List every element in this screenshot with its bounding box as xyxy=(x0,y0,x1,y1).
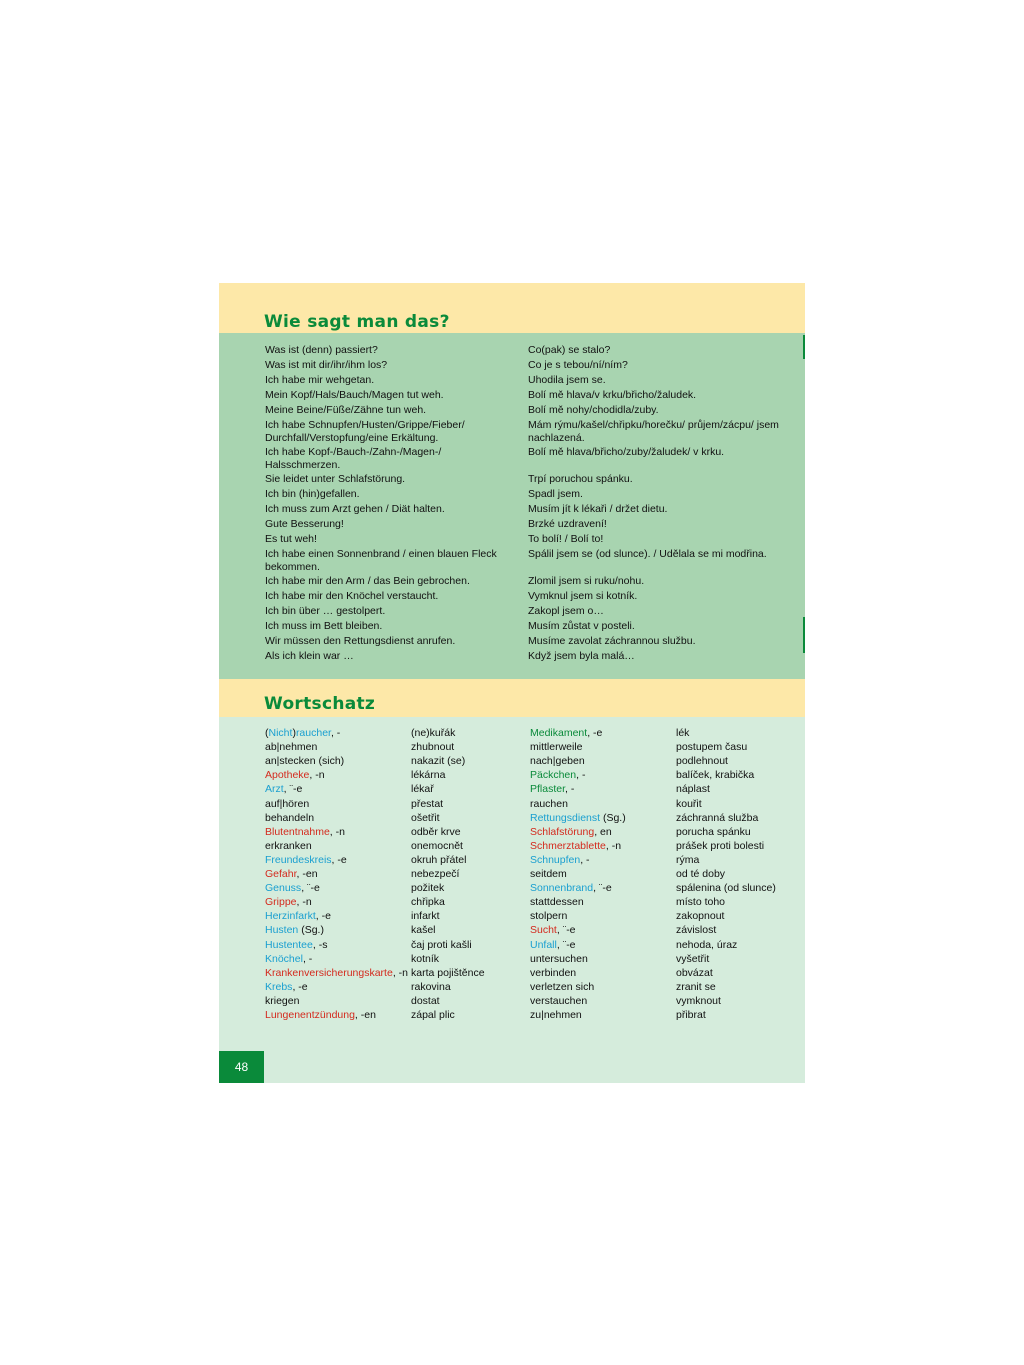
vocab-translation: ošetřit xyxy=(411,811,440,824)
vocab-affix: ( xyxy=(265,727,269,739)
vocab-word xyxy=(530,797,568,811)
vocab-word xyxy=(530,966,576,980)
phrase-czech: Bolí mě nohy/chodidla/zuby. xyxy=(528,404,659,416)
vocab-plural: , -en xyxy=(296,868,318,880)
phrase-czech: Brzké uzdravení! xyxy=(528,518,607,530)
phrase-czech: Uhodila jsem se. xyxy=(528,374,606,386)
vocab-term: Schnupfen xyxy=(530,853,581,866)
vocab-plural: , ¨-e xyxy=(301,882,320,895)
vocab-translation: od té doby xyxy=(676,868,726,880)
vocab-term: erkranken xyxy=(265,839,312,852)
vocab-term: Krebs xyxy=(265,980,293,993)
phrase-czech: Bolí mě hlava/v krku/břicho/žaludek. xyxy=(528,389,697,401)
vocab-plural: , ¨-e xyxy=(556,938,576,951)
vocab-word xyxy=(265,825,345,839)
vocab-term: auf|hören xyxy=(265,797,310,810)
vocab-word xyxy=(265,811,314,825)
phrases-panel xyxy=(219,333,805,679)
phrase-german: Als ich klein war … xyxy=(265,650,354,662)
vocab-translation: spálenina (od slunce) xyxy=(676,882,776,895)
vocab-affix: ) xyxy=(292,727,296,739)
vocab-word xyxy=(265,726,340,740)
vocab-word xyxy=(530,867,567,881)
vocab-word xyxy=(265,797,309,811)
vocab-term: stolpern xyxy=(530,910,568,923)
vocab-term: Lungenentzündung xyxy=(265,1009,355,1021)
vocab-plural: (Sg.) xyxy=(298,924,324,937)
vocab-term: Freundeskreis xyxy=(265,853,332,866)
vocab-plural: , -n xyxy=(296,896,312,909)
vocab-plural: , -n xyxy=(605,839,622,852)
vocab-term: rauchen xyxy=(530,797,568,810)
vocab-plural: , - xyxy=(580,853,590,866)
vocab-word xyxy=(265,853,347,867)
section-title-phrases: Wie sagt man das? xyxy=(264,312,450,332)
phrase-german: Was ist mit dir/ihr/ihm los? xyxy=(265,359,388,371)
vocab-translation: kotník xyxy=(411,952,440,965)
vocab-word xyxy=(265,909,331,923)
vocab-plural: , ¨-e xyxy=(593,882,612,895)
vocab-word xyxy=(530,853,590,867)
vocab-translation: náplast xyxy=(676,783,710,796)
vocab-term: Medikament xyxy=(530,727,588,739)
vocabulary-panel xyxy=(219,717,805,1083)
vocab-plural: , -e xyxy=(292,980,308,993)
vocab-translation: balíček, krabička xyxy=(676,769,755,782)
vocab-word xyxy=(530,881,612,895)
vocab-plural: , -n xyxy=(329,825,345,838)
vocab-term: Grippe xyxy=(265,896,297,909)
vocab-term: zu|nehmen xyxy=(530,1009,582,1021)
vocab-word xyxy=(265,881,320,895)
phrase-german: Ich habe einen Sonnenbrand / einen blauen Fleck bekommen. xyxy=(265,548,497,573)
vocab-term: ab|nehmen xyxy=(265,741,318,754)
vocab-translation: podlehnout xyxy=(676,755,728,768)
vocab-plural: (Sg.) xyxy=(600,811,626,824)
phrase-czech: Mám rýmu/kašel/chřipku/horečku/ průjem/zácpu/ jsem nachlazená. xyxy=(528,419,779,444)
vocab-term: Blutentnahme xyxy=(265,825,330,838)
vocab-word xyxy=(265,952,312,966)
vocab-translation: záchranná služba xyxy=(676,811,759,824)
phrase-czech: Musím jít k lékaři / držet dietu. xyxy=(528,503,668,515)
section-title-vocabulary: Wortschatz xyxy=(264,694,376,714)
vocab-translation: (ne)kuřák xyxy=(411,727,456,739)
vocab-plural: , -s xyxy=(312,938,328,951)
phrase-czech: Musím zůstat v posteli. xyxy=(528,620,635,632)
vocab-term: Krankenversicherungskarte xyxy=(265,966,393,979)
vocab-term: Hustentee xyxy=(265,938,313,951)
vocab-term: Apotheke xyxy=(265,769,310,782)
vocab-noun: raucher xyxy=(295,727,331,739)
vocab-word xyxy=(530,952,588,966)
vocab-word xyxy=(530,726,602,740)
vocab-word xyxy=(530,1008,582,1022)
vocab-translation: okruh přátel xyxy=(411,853,467,866)
phrase-german: Sie leidet unter Schlafstörung. xyxy=(265,473,406,485)
vocab-word xyxy=(265,782,302,796)
vocab-word xyxy=(530,839,621,853)
vocab-translation: rýma xyxy=(676,853,700,866)
vocab-word xyxy=(265,839,312,853)
phrase-czech: Spálil jsem se (od slunce). / Udělala se mi modřina. xyxy=(528,548,767,560)
vocab-affix: , - xyxy=(330,727,341,739)
vocab-term: verbinden xyxy=(530,966,577,979)
vocab-translation: kouřit xyxy=(676,797,702,810)
vocab-term: Herzinfarkt xyxy=(265,910,316,923)
vocab-word xyxy=(530,895,584,909)
vocab-word xyxy=(530,811,626,825)
page-number: 48 xyxy=(219,1051,264,1083)
vocab-word xyxy=(265,895,312,909)
vocab-translation: odběr krve xyxy=(411,825,461,838)
vocab-term: Gefahr xyxy=(265,868,297,880)
vocab-translation: zhubnout xyxy=(411,741,455,754)
vocab-translation: lékárna xyxy=(411,769,446,782)
vocab-term: mittlerweile xyxy=(530,741,583,754)
vocab-term: seitdem xyxy=(530,868,567,880)
vocab-term: Sucht xyxy=(530,924,557,937)
phrase-german: Ich habe Schnupfen/Husten/Grippe/Fieber/ Durchfall/Verstopfung/eine Erkältung. xyxy=(265,419,465,444)
vocab-plural: , ¨-e xyxy=(283,783,303,796)
section-header-vocabulary xyxy=(219,679,805,717)
vocab-term: Genuss xyxy=(265,882,302,895)
vocab-term: stattdessen xyxy=(530,896,584,909)
vocab-translation: zranit se xyxy=(676,980,716,993)
vocab-translation: zakopnout xyxy=(676,910,725,923)
vocab-translation: obvázat xyxy=(676,966,713,979)
vocab-translation: přestat xyxy=(411,797,444,810)
section-header-phrases xyxy=(219,283,805,333)
phrase-german: Es tut weh! xyxy=(265,533,317,545)
vocab-word xyxy=(265,754,344,768)
phrase-czech: Co(pak) se stalo? xyxy=(528,344,611,356)
vocab-word xyxy=(265,867,318,881)
vocab-term: Arzt xyxy=(265,783,284,796)
vocab-translation: lékař xyxy=(411,783,434,796)
vocab-term: Sonnenbrand xyxy=(530,882,594,895)
phrase-czech: Zakopl jsem o… xyxy=(528,605,604,617)
vocab-term: kriegen xyxy=(265,994,300,1007)
phrase-czech: Když jsem byla malá… xyxy=(528,650,635,662)
vocab-plural: , en xyxy=(594,825,612,838)
vocab-translation: čaj proti kašli xyxy=(411,938,472,951)
vocab-translation: lék xyxy=(676,727,690,739)
vocab-translation: místo toho xyxy=(676,896,726,909)
vocab-term: Unfall xyxy=(530,938,557,951)
vocab-word xyxy=(530,740,583,754)
vocab-term: Päckchen xyxy=(530,769,577,782)
vocab-word xyxy=(265,980,308,994)
vocab-word xyxy=(265,994,299,1008)
phrase-german: Ich bin über … gestolpert. xyxy=(265,605,386,617)
vocab-term: verletzen sich xyxy=(530,980,595,993)
vocab-word xyxy=(530,782,574,796)
vocab-word xyxy=(265,740,317,754)
phrase-czech: Musíme zavolat záchrannou službu. xyxy=(528,635,696,647)
vocab-translation: onemocnět xyxy=(411,839,463,852)
vocab-translation: porucha spánku xyxy=(676,825,751,838)
phrase-german: Ich muss zum Arzt gehen / Diät halten. xyxy=(265,503,445,515)
vocab-translation: vyšetřit xyxy=(676,952,710,965)
vocab-term: verstauchen xyxy=(530,994,588,1007)
phrase-german: Ich habe mir den Arm / das Bein gebrochen. xyxy=(265,575,470,587)
vocab-plural: , -e xyxy=(331,853,347,866)
vocab-term: an|stecken (sich) xyxy=(265,755,345,768)
phrase-german: Was ist (denn) passiert? xyxy=(265,344,378,356)
vocab-word xyxy=(530,754,585,768)
phrase-german: Wir müssen den Rettungsdienst anrufen. xyxy=(265,635,456,647)
vocab-plural: , ¨-e xyxy=(556,924,576,937)
phrase-german: Ich habe Kopf-/Bauch-/Zahn-/Magen-/ Halsschmerzen. xyxy=(265,446,442,471)
vocab-translation: infarkt xyxy=(411,910,440,923)
vocab-plural: , - xyxy=(302,952,313,965)
vocab-word xyxy=(265,923,324,937)
vocab-term: Pflaster xyxy=(530,783,566,796)
vocab-translation: požitek xyxy=(411,882,445,895)
vocab-word xyxy=(265,1008,376,1022)
vocab-term: behandeln xyxy=(265,811,315,824)
vocab-translation: nehoda, úraz xyxy=(676,938,738,951)
vocab-word xyxy=(530,994,587,1008)
vocab-translation: zápal plic xyxy=(411,1009,455,1021)
vocab-plural: , -e xyxy=(587,727,603,739)
phrase-german: Meine Beine/Füße/Zähne tun weh. xyxy=(265,404,427,416)
phrase-german: Ich habe mir wehgetan. xyxy=(265,374,375,386)
vocab-word xyxy=(530,768,585,782)
edge-marker xyxy=(803,335,805,359)
vocab-plural: , -n xyxy=(309,769,325,782)
phrase-german: Ich habe mir den Knöchel verstaucht. xyxy=(265,590,439,602)
vocab-plural: , - xyxy=(576,769,586,782)
vocab-translation: kašel xyxy=(411,924,436,937)
vocab-plural: , -n xyxy=(392,966,408,979)
textbook-page xyxy=(219,283,805,1083)
phrase-czech: To bolí! / Bolí to! xyxy=(528,533,604,545)
vocab-term: untersuchen xyxy=(530,952,588,965)
vocab-plural: , - xyxy=(565,783,575,796)
vocab-term: nach|geben xyxy=(530,755,585,768)
vocab-term: Husten xyxy=(265,924,299,937)
vocab-plural: , -e xyxy=(315,910,331,923)
vocab-plural: , -en xyxy=(354,1009,376,1021)
phrase-czech: Vymknul jsem si kotník. xyxy=(528,590,638,602)
vocab-noun: Nicht xyxy=(268,727,293,739)
vocab-word xyxy=(530,938,576,952)
phrase-german: Ich bin (hin)gefallen. xyxy=(265,488,360,500)
vocab-translation: nakazit (se) xyxy=(411,755,466,768)
vocab-translation: rakovina xyxy=(411,980,451,993)
phrase-czech: Co je s tebou/ní/ním? xyxy=(528,359,628,371)
vocab-word xyxy=(530,980,594,994)
vocab-translation: závislost xyxy=(676,924,717,937)
vocab-translation: nebezpečí xyxy=(411,868,460,880)
phrase-czech: Spadl jsem. xyxy=(528,488,583,500)
vocab-word xyxy=(265,938,327,952)
vocab-translation: chřipka xyxy=(411,896,445,909)
vocab-word xyxy=(265,966,408,980)
phrase-german: Ich muss im Bett bleiben. xyxy=(265,620,383,632)
phrase-german: Gute Besserung! xyxy=(265,518,344,530)
phrase-czech: Trpí poruchou spánku. xyxy=(528,473,633,485)
vocab-word xyxy=(265,768,325,782)
vocab-translation: přibrat xyxy=(676,1009,706,1021)
vocab-translation: vymknout xyxy=(676,994,721,1007)
edge-marker xyxy=(803,617,805,653)
vocab-term: Knöchel xyxy=(265,952,303,965)
vocab-translation: prášek proti bolesti xyxy=(676,839,765,852)
vocab-translation: dostat xyxy=(411,994,440,1007)
vocab-word xyxy=(530,923,576,937)
vocab-term: Schlafstörung xyxy=(530,825,595,838)
vocab-term: Rettungsdienst xyxy=(530,811,601,824)
phrase-czech: Zlomil jsem si ruku/nohu. xyxy=(528,575,645,587)
phrase-german: Mein Kopf/Hals/Bauch/Magen tut weh. xyxy=(265,389,444,401)
vocab-term: Schmerztablette xyxy=(530,839,606,852)
vocab-word xyxy=(530,909,567,923)
vocab-word xyxy=(530,825,612,839)
vocab-translation: postupem času xyxy=(676,741,748,754)
phrase-czech: Bolí mě hlava/břicho/zuby/žaludek/ v krku. xyxy=(528,446,725,458)
vocab-translation: karta pojištěnce xyxy=(411,966,485,979)
